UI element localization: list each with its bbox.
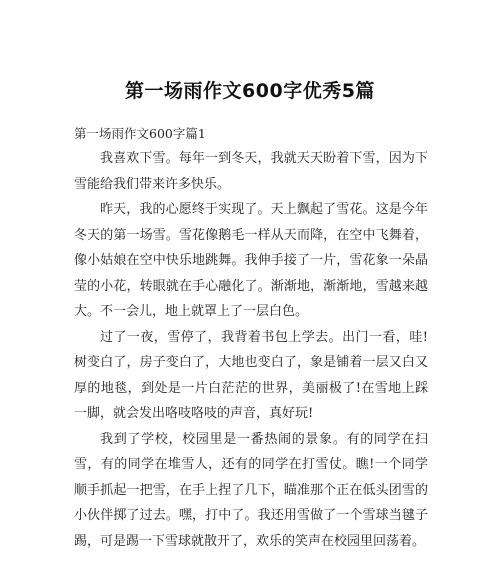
paragraph: 昨天，我的心愿终于实现了。天上飘起了雪花。这是今年冬天的第一场雪。雪花像鹅毛一样从天而降，在空中飞舞着，像小姑娘在空中快乐地跳舞。我伸手接了一片，雪花象一朵晶莹的小花，转眼就在手心融化了。渐渐地，渐渐地，雪越来越大。不一会儿，地上就罩上了一层白色。 <box>74 202 428 319</box>
article-body <box>74 146 428 554</box>
paragraph: 过了一夜，雪停了，我背着书包上学去。出门一看，哇!树变白了，房子变白了，大地也变白了，象是铺着一层又白又厚的地毯，到处是一片白茫茫的世界，美丽极了!在雪地上踩一脚，就会发出咯吱咯吱的声音，真好玩! <box>74 329 428 421</box>
section-heading: 第一场雨作文600字篇1 <box>74 126 206 141</box>
document-title: 第一场雨作文600字优秀5篇 <box>125 80 375 102</box>
paragraph: 我喜欢下雪。每年一到冬天，我就天天盼着下雪，因为下雪能给我们带来许多快乐。 <box>74 151 428 192</box>
paragraph: 我到了学校，校园里是一番热闹的景象。有的同学在扫雪，有的同学在堆雪人，还有的同学在打雪仗。瞧!一个同学顺手抓起一把雪，在手上捏了几下，瞄准那个正在低头团雪的小伙伴掷了过去。嘿，打中了。我还用雪做了一个雪球当毽子踢，可是踢一下雪球就散开了，欢乐的笑声在校园里回荡着。 <box>74 431 428 549</box>
